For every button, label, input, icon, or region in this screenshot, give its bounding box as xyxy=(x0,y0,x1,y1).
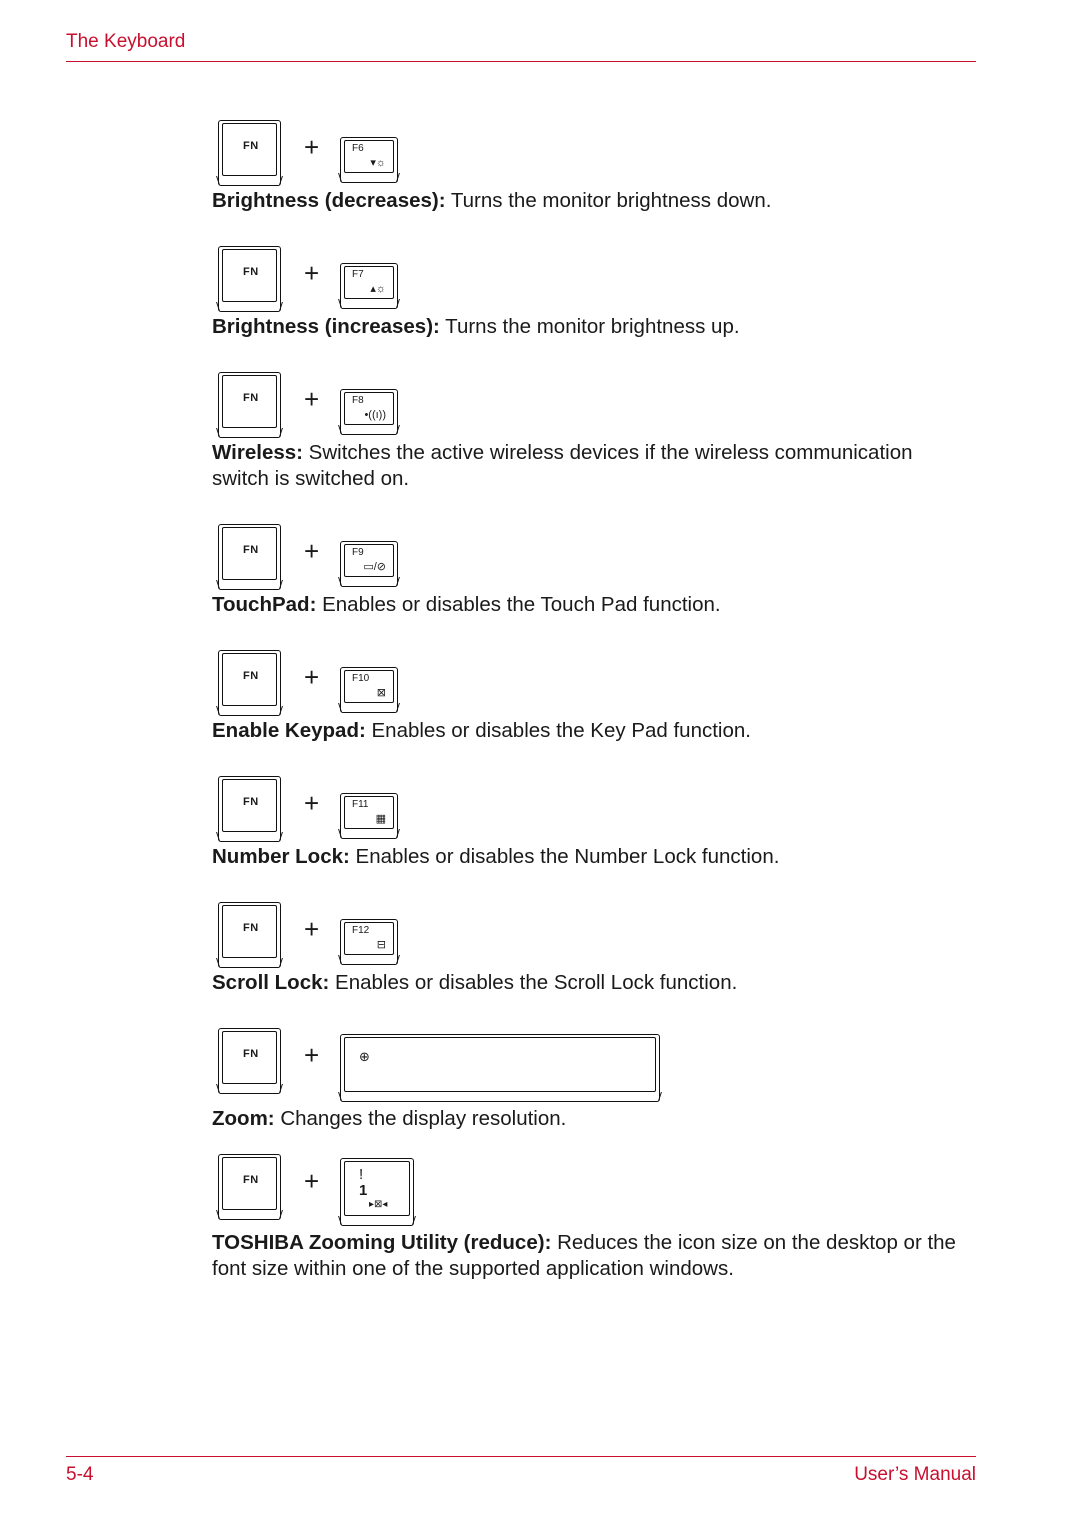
f7-key-label: F7 xyxy=(352,269,364,280)
entry-text: Changes the display resolution. xyxy=(274,1107,567,1130)
f12-key xyxy=(340,919,398,965)
plus-sign: + xyxy=(304,1040,320,1070)
plus-sign: + xyxy=(304,384,320,414)
plus-sign: + xyxy=(304,788,320,818)
header-rule xyxy=(66,61,976,62)
fn-key xyxy=(218,776,281,842)
entry-text: Enables or disables the Number Lock function. xyxy=(349,845,780,868)
f9-key xyxy=(340,541,398,587)
plus-sign: + xyxy=(304,258,320,288)
header-title: The Keyboard xyxy=(66,31,186,52)
hotkey-entry-scroll-lock xyxy=(212,894,972,996)
fn-key xyxy=(218,902,281,968)
entry-text: Reduces the icon size on the desktop or the font size within one of the supported application windows. xyxy=(212,1231,956,1280)
zoom-reduce-icon: ▸⊠◂ xyxy=(369,1199,388,1210)
fn-key xyxy=(218,372,281,438)
fn-key-label: FN xyxy=(243,140,259,152)
f10-key-label: F10 xyxy=(352,673,370,684)
fn-key-label: FN xyxy=(243,796,259,808)
entry-term: Wireless: xyxy=(212,441,303,464)
brightness-up-icon: ▴☼ xyxy=(370,283,386,295)
entry-description xyxy=(212,314,972,340)
hotkey-entry-keypad xyxy=(212,642,972,744)
entry-term: TouchPad: xyxy=(212,593,317,616)
hotkey-entry-touchpad xyxy=(212,516,972,618)
f11-key xyxy=(340,793,398,839)
plus-sign: + xyxy=(304,536,320,566)
fn-key xyxy=(218,524,281,590)
hotkey-entry-number-lock xyxy=(212,768,972,870)
entry-description xyxy=(212,188,972,214)
f6-key-label: F6 xyxy=(352,143,364,154)
key-combination xyxy=(212,516,972,588)
key-combination xyxy=(212,364,972,436)
key-combination xyxy=(212,642,972,714)
fn-key xyxy=(218,1028,281,1094)
one-key-symbol: ! xyxy=(359,1166,364,1183)
entry-term: TOSHIBA Zooming Utility (reduce): xyxy=(212,1231,552,1254)
hotkey-entry-wireless xyxy=(212,364,972,492)
fn-key xyxy=(218,246,281,312)
entry-description xyxy=(212,1106,972,1132)
fn-key-label: FN xyxy=(243,1048,259,1060)
entry-description xyxy=(212,440,972,492)
key-combination xyxy=(212,238,972,310)
page-number: 5-4 xyxy=(66,1464,94,1485)
entry-description xyxy=(212,844,972,870)
f8-key xyxy=(340,389,398,435)
entry-term: Number Lock: xyxy=(212,845,350,868)
fn-key-label: FN xyxy=(243,670,259,682)
f12-key-label: F12 xyxy=(352,925,370,936)
zoom-icon: ⊕ xyxy=(359,1049,370,1064)
entry-term: Brightness (increases): xyxy=(212,315,440,338)
footer-rule xyxy=(66,1456,976,1457)
plus-sign: + xyxy=(304,1166,320,1196)
key-combination xyxy=(212,112,972,184)
fn-key xyxy=(218,650,281,716)
key-combination xyxy=(212,1146,972,1218)
f9-key-label: F9 xyxy=(352,547,364,558)
entry-text: Enables or disables the Key Pad function. xyxy=(365,719,751,742)
manual-title: User’s Manual xyxy=(854,1464,976,1485)
entry-text: Enables or disables the Touch Pad function. xyxy=(316,593,721,616)
fn-key-label: FN xyxy=(243,266,259,278)
key-combination xyxy=(212,768,972,840)
entry-term: Scroll Lock: xyxy=(212,971,330,994)
entry-term: Enable Keypad: xyxy=(212,719,366,742)
fn-key-label: FN xyxy=(243,392,259,404)
space-key xyxy=(340,1034,660,1102)
one-key-label: 1 xyxy=(359,1182,368,1199)
entry-text: Enables or disables the Scroll Lock function. xyxy=(329,971,738,994)
fn-key-label: FN xyxy=(243,544,259,556)
one-key xyxy=(340,1158,414,1226)
hotkey-entry-brightness-down xyxy=(212,112,972,214)
keypad-icon: ⊠ xyxy=(376,687,386,699)
hotkey-entry-zoom-reduce xyxy=(212,1146,972,1282)
key-combination xyxy=(212,894,972,966)
entry-text: Turns the monitor brightness down. xyxy=(445,189,772,212)
fn-key-label: FN xyxy=(243,922,259,934)
entry-text: Turns the monitor brightness up. xyxy=(439,315,740,338)
entry-text: Switches the active wireless devices if the wireless communication switch is switched on. xyxy=(212,441,913,490)
entry-term: Zoom: xyxy=(212,1107,275,1130)
plus-sign: + xyxy=(304,662,320,692)
fn-key xyxy=(218,1154,281,1220)
fn-key xyxy=(218,120,281,186)
f6-key xyxy=(340,137,398,183)
f11-key-label: F11 xyxy=(352,799,369,810)
f10-key xyxy=(340,667,398,713)
number-lock-icon: ▦ xyxy=(375,813,386,825)
scroll-lock-icon: ⊟ xyxy=(376,939,386,951)
touchpad-icon: ▭/⊘ xyxy=(363,561,386,573)
entry-description xyxy=(212,592,972,618)
entry-description xyxy=(212,718,972,744)
wireless-icon: •((ı)) xyxy=(364,409,386,421)
brightness-down-icon: ▾☼ xyxy=(370,157,386,169)
plus-sign: + xyxy=(304,132,320,162)
plus-sign: + xyxy=(304,914,320,944)
key-combination xyxy=(212,1020,972,1092)
entry-description xyxy=(212,970,972,996)
fn-key-label: FN xyxy=(243,1174,259,1186)
hotkey-entry-brightness-up xyxy=(212,238,972,340)
entry-term: Brightness (decreases): xyxy=(212,189,446,212)
entry-description xyxy=(212,1230,972,1282)
hotkey-entry-zoom xyxy=(212,1020,972,1132)
f7-key xyxy=(340,263,398,309)
f8-key-label: F8 xyxy=(352,395,364,406)
